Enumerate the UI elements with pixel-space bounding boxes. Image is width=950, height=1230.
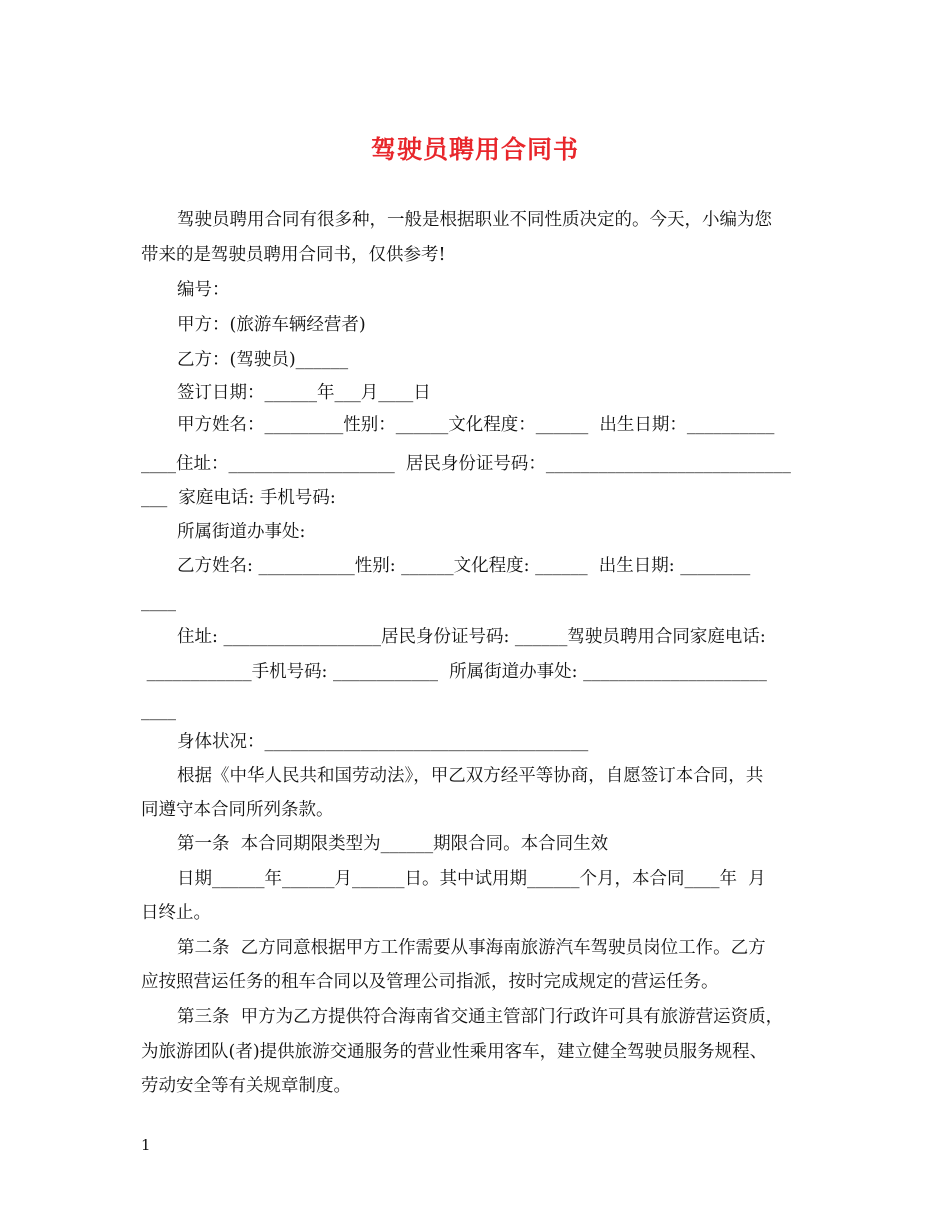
field-line-continuation: ____ xyxy=(141,592,176,612)
field-line-party-a-address: ____住址：___________________ 居民身份证号码：____________________________ xyxy=(141,454,791,474)
field-line-party-a-phone: ___ 家庭电话: 手机号码: xyxy=(141,488,336,508)
clause-line: 应按照营运任务的租车合同以及管理公司指派，按时完成规定的营运任务。 xyxy=(141,972,719,992)
clause-line: 日终止。 xyxy=(141,903,211,923)
clause-line: 为旅游团队(者)提供旅游交通服务的营业性乘用客车，建立健全驾驶员服务规程、 xyxy=(141,1042,768,1062)
field-line-health: 身体状况：_____________________________________ xyxy=(177,732,589,752)
field-line-party-a-office: 所属街道办事处: xyxy=(177,522,306,542)
field-line-continuation: ____ xyxy=(141,701,176,721)
field-line-party-b: 乙方：(驾驶员)______ xyxy=(177,350,349,370)
paragraph-line: 根据《中华人民共和国劳动法》，甲乙双方经平等协商，自愿签订本合同，共 xyxy=(177,766,764,786)
document-title: 驾驶员聘用合同书 xyxy=(370,135,579,164)
page-number: 1 xyxy=(141,1136,151,1154)
field-line-party-b-info: 乙方姓名: ___________性别: ______文化程度: ______ 出生日期: ________ xyxy=(177,556,751,576)
paragraph-line: 驾驶员聘用合同有很多种，一般是根据职业不同性质决定的。今天，小编为您 xyxy=(177,210,772,230)
field-line-party-b-phone: ____________手机号码: ____________ 所属街道办事处: _____________________ xyxy=(141,662,767,682)
field-line-party-b-address: 住址: __________________居民身份证号码: ______驾驶员聘用合同家庭电话: xyxy=(177,627,766,647)
clause-line: 第一条 本合同期限类型为______期限合同。本合同生效 xyxy=(177,834,609,854)
clause-line: 第二条 乙方同意根据甲方工作需要从事海南旅游汽车驾驶员岗位工作。乙方 xyxy=(177,938,766,958)
field-line-number: 编号： xyxy=(177,280,230,300)
clause-line: 日期______年______月______日。其中试用期______个月，本合同____年 月 xyxy=(177,869,766,889)
clause-line: 第三条 甲方为乙方提供符合海南省交通主管部门行政许可具有旅游营运资质， xyxy=(177,1007,784,1027)
field-line-sign-date: 签订日期：______年___月____日 xyxy=(177,383,431,403)
field-line-party-a: 甲方：(旅游车辆经营者) xyxy=(177,315,366,335)
clause-line: 劳动安全等有关规章制度。 xyxy=(141,1076,351,1096)
field-line-party-a-info: 甲方姓名：_________性别：______文化程度：______ 出生日期：__________ xyxy=(177,415,775,435)
paragraph-line: 带来的是驾驶员聘用合同书，仅供参考! xyxy=(141,245,446,265)
paragraph-line: 同遵守本合同所列条款。 xyxy=(141,800,334,820)
